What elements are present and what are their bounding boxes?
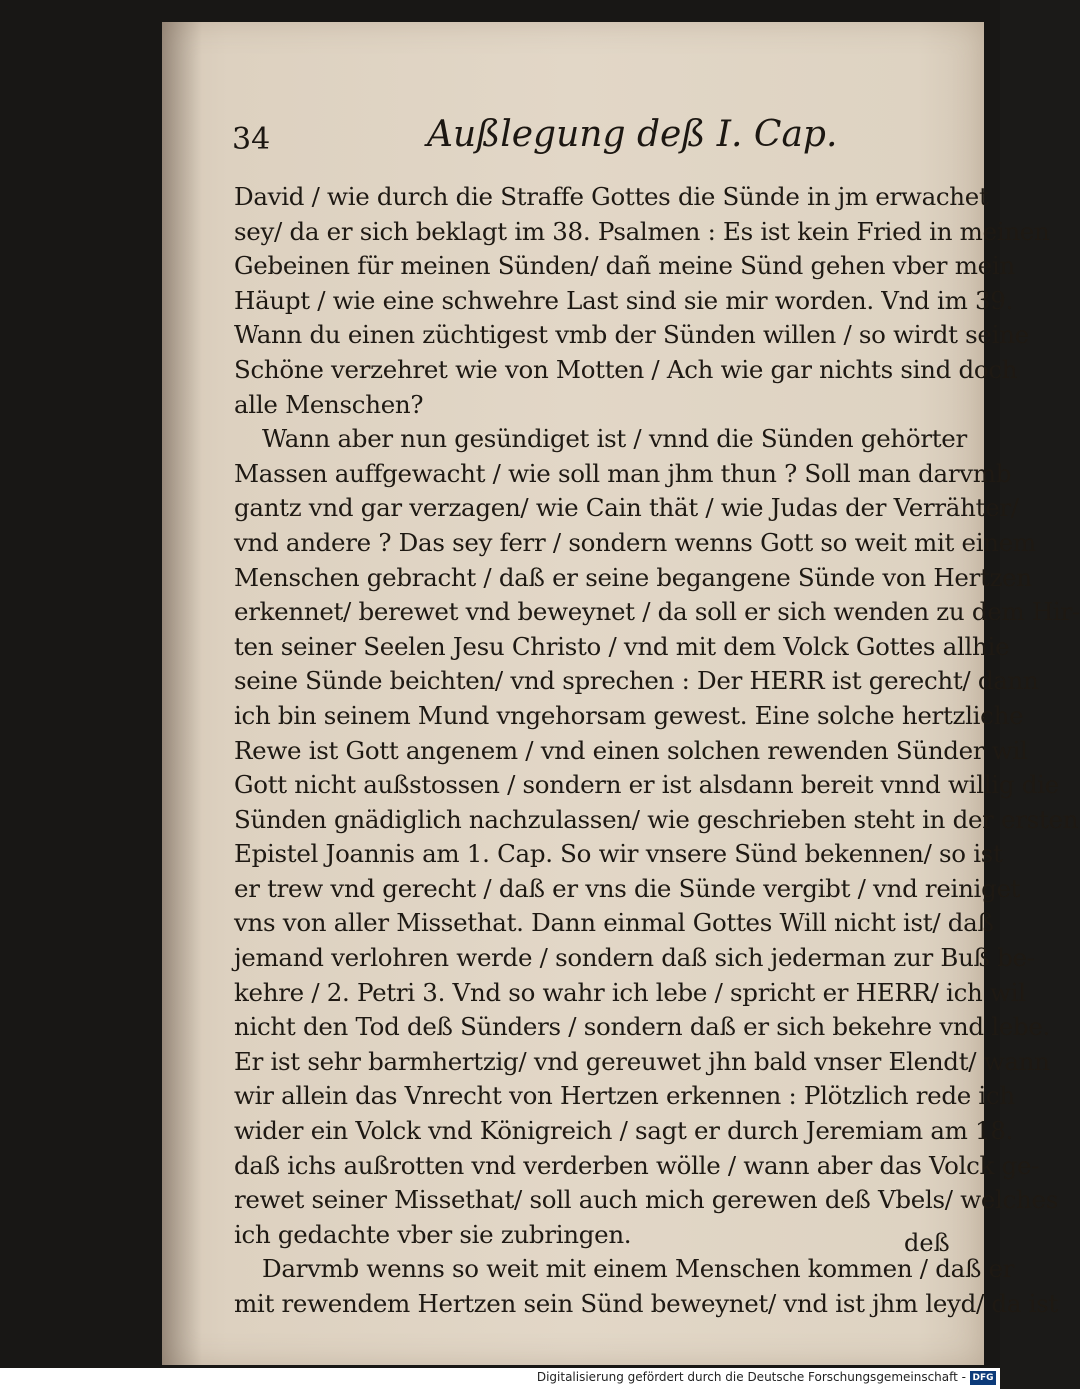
footer-credit: Digitalisierung gefördert durch die Deutsche Forschungsgemeinschaft -: [536, 1370, 966, 1384]
text-line: jemand verlohren werde / sondern daß sich jederman zur Buß be-: [234, 943, 1035, 973]
text-line: wir allein das Vnrecht von Hertzen erkennen : Plötzlich rede ich: [234, 1081, 1015, 1111]
text-line: Darvmb wenns so weit mit einem Menschen kommen / daß er: [262, 1254, 1015, 1284]
text-line: Massen auffgewacht / wie soll man jhm thun ? Soll man darvmb: [234, 458, 1012, 488]
text-line: kehre / 2. Petri 3. Vnd so wahr ich lebe / spricht er HERR/ ich wil: [234, 977, 1026, 1007]
text-line: Wann aber nun gesündiget ist / vnnd die Sünden gehörter: [262, 424, 967, 454]
text-line: Häupt / wie eine schwehre Last sind sie mir worden. Vnd im 39.: [234, 285, 1014, 315]
text-line: wider ein Volck vnd Königreich / sagt er durch Jeremiam am 18.: [234, 1116, 1014, 1146]
dfg-logo: DFG: [970, 1371, 996, 1385]
text-line: Gebeinen für meinen Sünden/ dañ meine Sünd gehen vber mein: [234, 251, 1015, 281]
body-text: [234, 180, 1080, 1322]
gutter-shadow: [162, 22, 202, 1365]
text-line: vnd andere ? Das sey ferr / sondern wenns Gott so weit mit einem: [234, 527, 1036, 557]
page-header: [232, 114, 838, 174]
text-line: rewet seiner Missethat/ soll auch mich gerewen deß Vbels/ welches: [234, 1185, 1058, 1215]
text-line: ich bin seinem Mund vngehorsam gewest. Eine solche hertzliche: [234, 700, 1024, 730]
text-line: ich gedachte vber sie zubringen.: [234, 1219, 632, 1249]
text-line: Rewe ist Gott angenem / vnd einen solchen rewenden Sünder wil: [234, 735, 1028, 765]
text-line: David / wie durch die Straffe Gottes die Sünde in jm erwachet: [234, 182, 989, 211]
book-page: [162, 22, 1080, 1365]
text-line: gantz vnd gar verzagen/ wie Cain thät / wie Judas der Verrähter/: [234, 493, 1019, 523]
text-line: Menschen gebracht / daß er seine begangene Sünde von Hertzen: [234, 562, 1032, 592]
text-line: Sünden gnädiglich nachzulassen/ wie geschrieben steht in der ersten: [234, 804, 1079, 834]
text-line: daß ichs außrotten vnd verderben wölle / wann aber das Volck ge-: [234, 1150, 1040, 1180]
text-line: Schöne verzehret wie von Motten / Ach wie gar nichts sind doch: [234, 354, 1018, 384]
text-line: seine Sünde beichten/ vnd sprechen : Der HERR ist gerecht/ dann: [234, 666, 1039, 696]
text-line: Er ist sehr barmhertzig/ vnd gereuwet jhn bald vnser Elendt/ wann: [234, 1046, 1050, 1076]
digitization-footer: [0, 1368, 1000, 1389]
text-line: alle Menschen?: [234, 389, 424, 419]
text-line: ten seiner Seelen Jesu Christo / vnd mit dem Volck Gottes allhie: [234, 631, 1010, 661]
text-line: nicht den Tod deß Sünders / sondern daß er sich bekehre vnd lebe.: [234, 1012, 1051, 1042]
catchword: deß: [904, 1229, 950, 1257]
text-line: er trew vnd gerecht / daß er vns die Sünde vergibt / vnd reiniget: [234, 873, 1021, 903]
text-line: sey/ da er sich beklagt im 38. Psalmen : Es ist kein Fried in meinen: [234, 216, 1050, 246]
text-line: Wann du einen züchtigest vmb der Sünden willen / so wirdt seine: [234, 320, 1029, 350]
text-line: mit rewendem Hertzen sein Sünd beweynet/ vnd ist jhm leyd/ da ist: [234, 1289, 1058, 1318]
text-line: erkennet/ berewet vnd beweynet / da soll er sich wenden zu dem Hir-: [234, 597, 1080, 627]
page-number: 34: [232, 122, 271, 157]
text-line: vns von aller Missethat. Dann einmal Gottes Will nicht ist/ daß: [234, 908, 994, 938]
text-line: Epistel Joannis am 1. Cap. So wir vnsere Sünd bekennen/ so ist: [234, 839, 1003, 869]
text-line: Gott nicht außstossen / sondern er ist alsdann bereit vnnd willig die: [234, 770, 1059, 800]
running-title: Außlegung deß I. Cap.: [427, 114, 838, 155]
